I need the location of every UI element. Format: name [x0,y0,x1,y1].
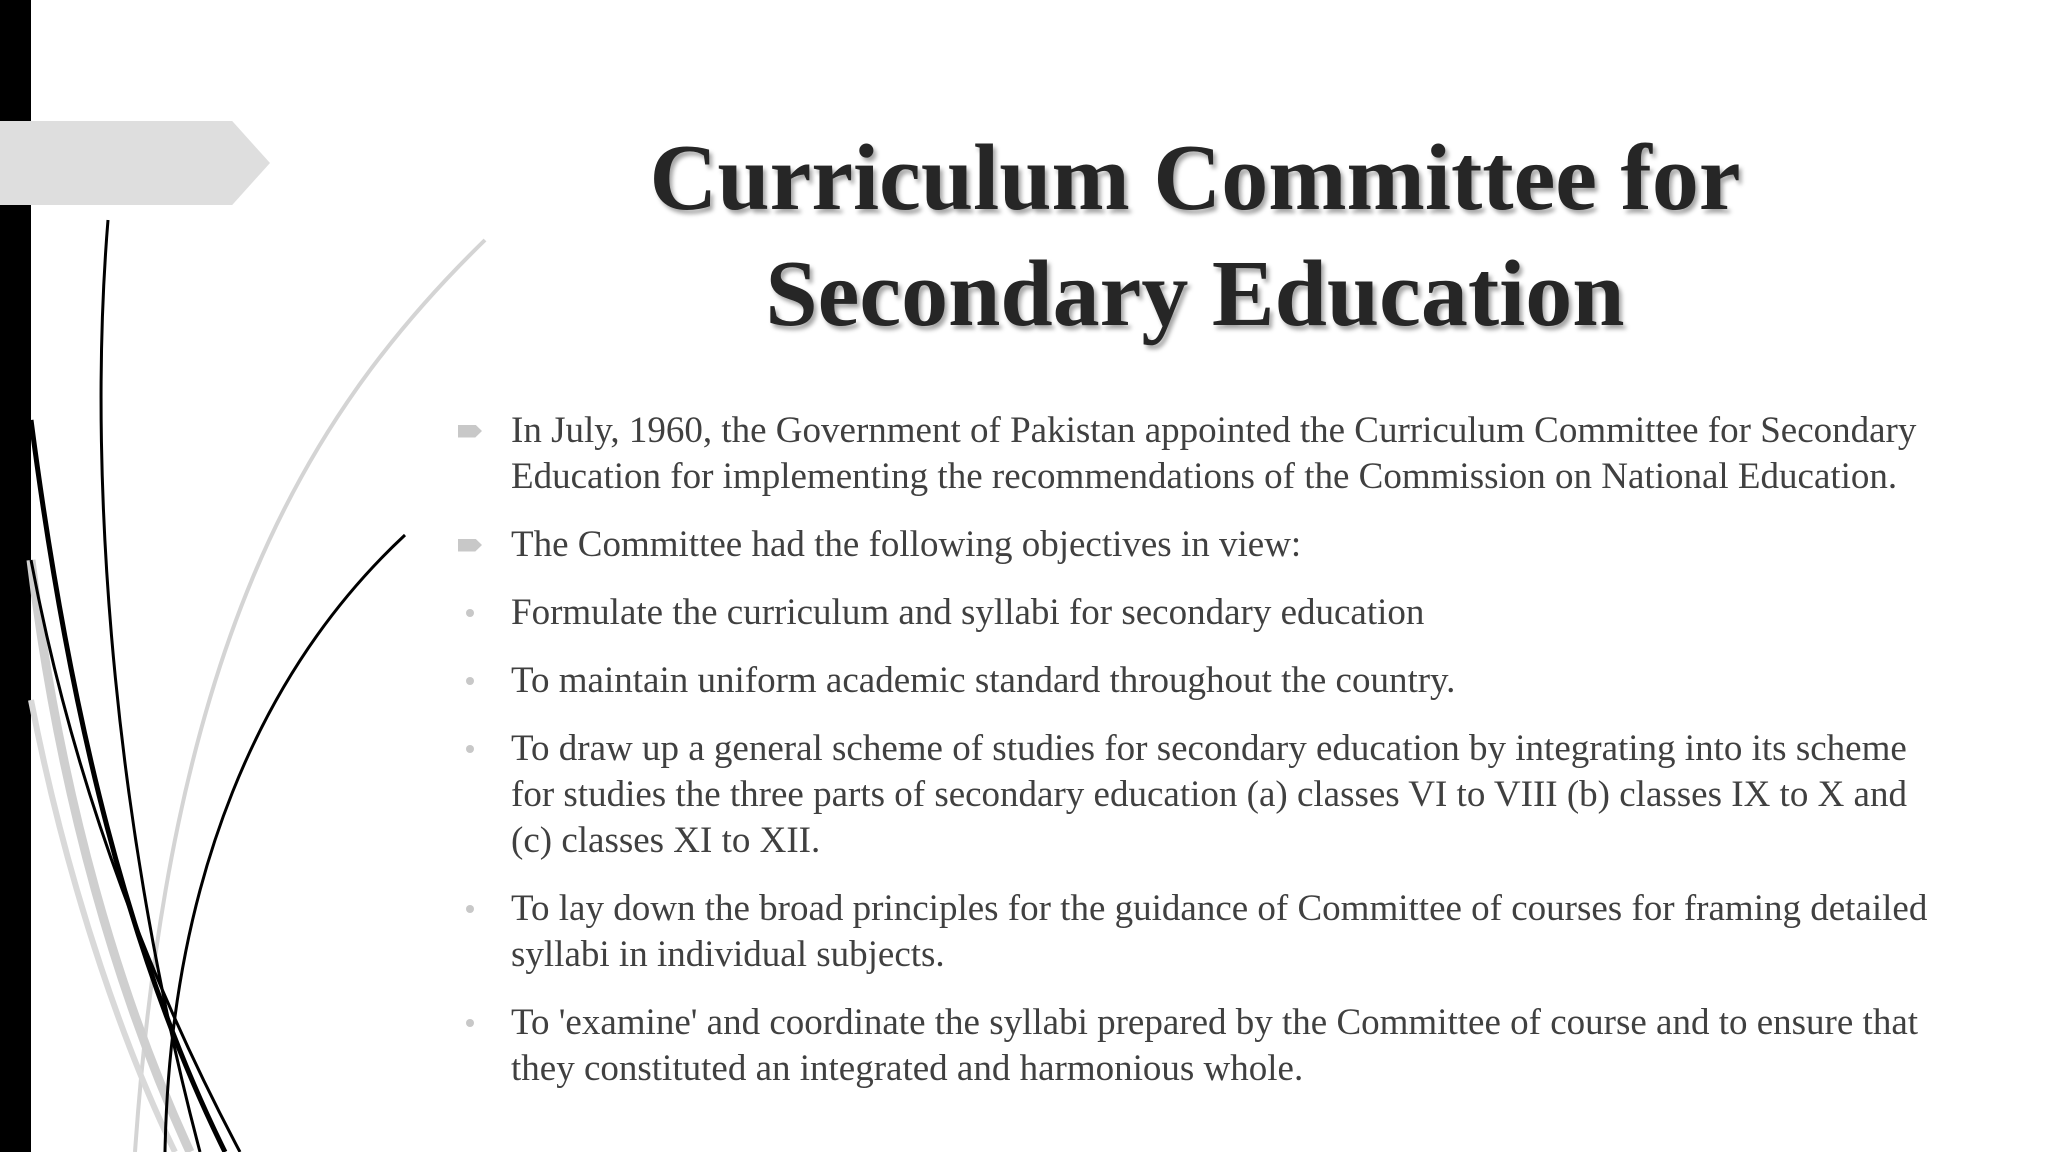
list-item-text: Formulate the curriculum and syllabi for secondary education [511,592,1425,633]
dot-bullet-icon [450,1000,490,1046]
list-item [450,590,1930,636]
list-item-text: To 'examine' and coordinate the syllabi prepared by the Committee of course and to ensure that they constituted an integrated and harmonious whole. [511,1002,1919,1089]
dot-bullet-icon [450,726,490,772]
list-item [450,1000,1930,1092]
list-item [450,658,1930,704]
list-item-text: To maintain uniform academic standard throughout the country. [511,660,1456,701]
dot-bullet-icon [450,886,490,932]
bullet-list [450,408,1930,1114]
list-item-text: The Committee had the following objectives in view: [511,524,1302,565]
arrow-bullet-icon [450,408,490,454]
list-item [450,408,1930,500]
slide-title [480,120,1910,352]
list-item-text: To draw up a general scheme of studies for secondary education by integrating into its scheme for studies the three parts of secondary education (a) classes VI to VIII (b) classes IX to X and (c) classes XI to XII. [511,728,1907,861]
decorative-curves [0,0,520,1152]
slide-title-line-2: Secondary Education [765,242,1625,346]
dot-bullet-icon [450,590,490,636]
list-item-text: In July, 1960, the Government of Pakistan appointed the Curriculum Committee for Secondary Education for implementing the recommendations of the Commission on National Education. [511,410,1917,497]
slide-title-line-1: Curriculum Committee for [649,126,1741,230]
dot-bullet-icon [450,658,490,704]
list-item-text: To lay down the broad principles for the guidance of Committee of courses for framing detailed syllabi in individual subjects. [511,888,1928,975]
list-item [450,726,1930,864]
list-item [450,886,1930,978]
list-item [450,522,1930,568]
arrow-bullet-icon [450,522,490,568]
